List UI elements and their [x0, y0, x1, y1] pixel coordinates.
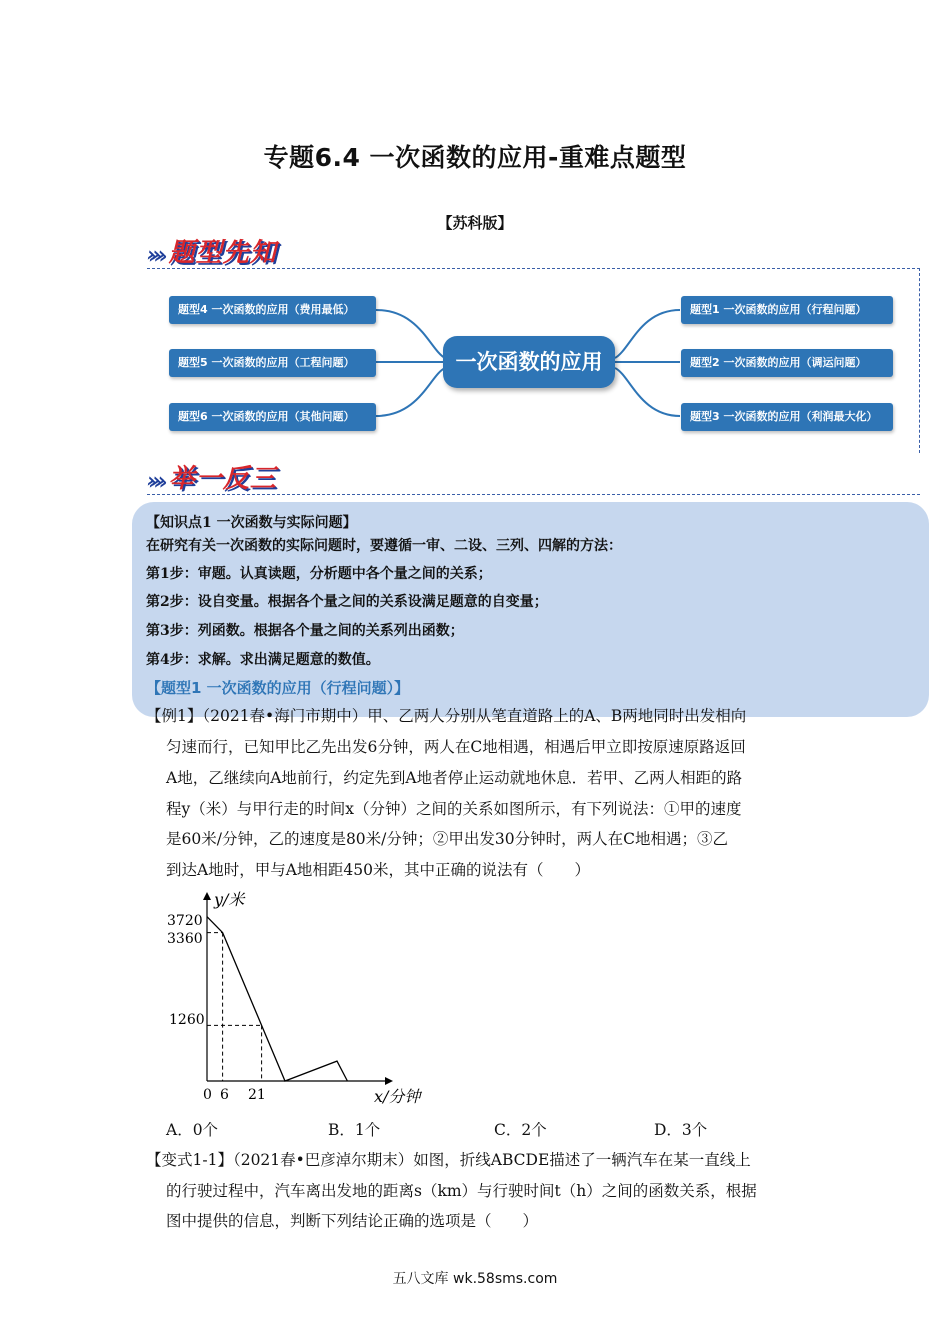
variant-line: 图中提供的信息，判断下列结论正确的选项是（ ） — [166, 1212, 539, 1230]
mindmap-center: 一次函数的应用 — [443, 336, 615, 388]
knowledge-intro: 在研究有关一次函数的实际问题时，要遵循一审、二设、三列、四解的方法： — [146, 538, 622, 554]
option-c: C．2个 — [494, 1121, 547, 1139]
banner-question-types — [147, 232, 277, 269]
page-title: 专题6.4 一次函数的应用-重难点题型 — [263, 143, 687, 172]
x-tick-label: 6 — [220, 1087, 229, 1103]
option-a: A．0个 — [166, 1121, 219, 1139]
distance-time-chart — [160, 885, 480, 1115]
banner-arrows-icon: ››› — [147, 468, 163, 492]
example-line: 是60米/分钟，乙的速度是80米/分钟；②甲出发30分钟时，两人在C地相遇；③乙 — [166, 830, 728, 848]
knowledge-heading: 【知识点1 一次函数与实际问题】 — [146, 515, 357, 531]
x-axis-label: x/分钟 — [374, 1087, 421, 1106]
mindmap-topic-4: 题型4 一次函数的应用（费用最低） — [169, 296, 376, 324]
mindmap-topic-1: 题型1 一次函数的应用（行程问题） — [681, 296, 893, 324]
x-tick-label: 21 — [248, 1087, 266, 1103]
knowledge-step: 第2步：设自变量。根据各个量之间的关系设满足题意的自变量； — [146, 594, 548, 610]
banner-text: 举一反三 — [168, 464, 277, 494]
series-line — [207, 917, 347, 1081]
divider — [147, 268, 920, 269]
mindmap-topic-5: 题型5 一次函数的应用（工程问题） — [169, 349, 376, 377]
mindmap-topic-2: 题型2 一次函数的应用（调运问题） — [681, 349, 893, 377]
y-tick-label: 1260 — [169, 1012, 205, 1028]
x-axis-arrow-icon — [385, 1077, 393, 1085]
example-line: 到达A地时，甲与A地相距450米，其中正确的说法有（ ） — [166, 861, 590, 879]
edition-label: 【苏科版】 — [437, 214, 513, 232]
banner-text: 题型先知 — [168, 238, 277, 268]
example-line: A地，乙继续向A地前行，约定先到A地者停止运动就地休息．若甲、乙两人相距的路 — [166, 769, 743, 787]
example-line: 匀速而行，已知甲比乙先出发6分钟，两人在C地相遇，相遇后甲立即按原速原路返回 — [166, 738, 746, 756]
banner-arrows-icon: ››› — [147, 242, 163, 266]
mindmap-topic-6: 题型6 一次函数的应用（其他问题） — [169, 403, 376, 431]
knowledge-step: 第3步：列函数。根据各个量之间的关系列出函数； — [146, 623, 464, 639]
knowledge-step: 第4步：求解。求出满足题意的数值。 — [146, 652, 380, 668]
variant-line: 的行驶过程中，汽车离出发地的距离s（km）与行驶时间t（h）之间的函数关系，根据 — [166, 1182, 757, 1200]
y-axis-label: y/米 — [214, 890, 245, 909]
option-d: D．3个 — [654, 1121, 708, 1139]
example-line: 【例1】（2021春•海门市期中）甲、乙两人分别从笔直道路上的A、B两地同时出发相向 — [146, 707, 747, 725]
knowledge-step: 第1步：审题。认真读题，分析题中各个量之间的关系； — [146, 566, 492, 582]
option-b: B．1个 — [328, 1121, 381, 1139]
divider — [147, 494, 920, 495]
variant-line: 【变式1-1】（2021春•巴彦淖尔期末）如图，折线ABCDE描述了一辆汽车在某一直线上 — [146, 1151, 751, 1169]
x-tick-label: 0 — [203, 1087, 212, 1103]
y-tick-label: 3360 — [167, 931, 203, 947]
type-heading: 【题型1 一次函数的应用（行程问题）】 — [146, 679, 410, 697]
footer-watermark: 五八文库 wk.58sms.com — [392, 1271, 558, 1287]
y-axis-arrow-icon — [203, 892, 211, 900]
banner-examples — [147, 458, 277, 495]
y-tick-label: 3720 — [167, 913, 203, 929]
mindmap-topic-3: 题型3 一次函数的应用（利润最大化） — [681, 403, 893, 431]
example-line: 程y（米）与甲行走的时间x（分钟）之间的关系如图所示，有下列说法：①甲的速度 — [166, 800, 742, 818]
